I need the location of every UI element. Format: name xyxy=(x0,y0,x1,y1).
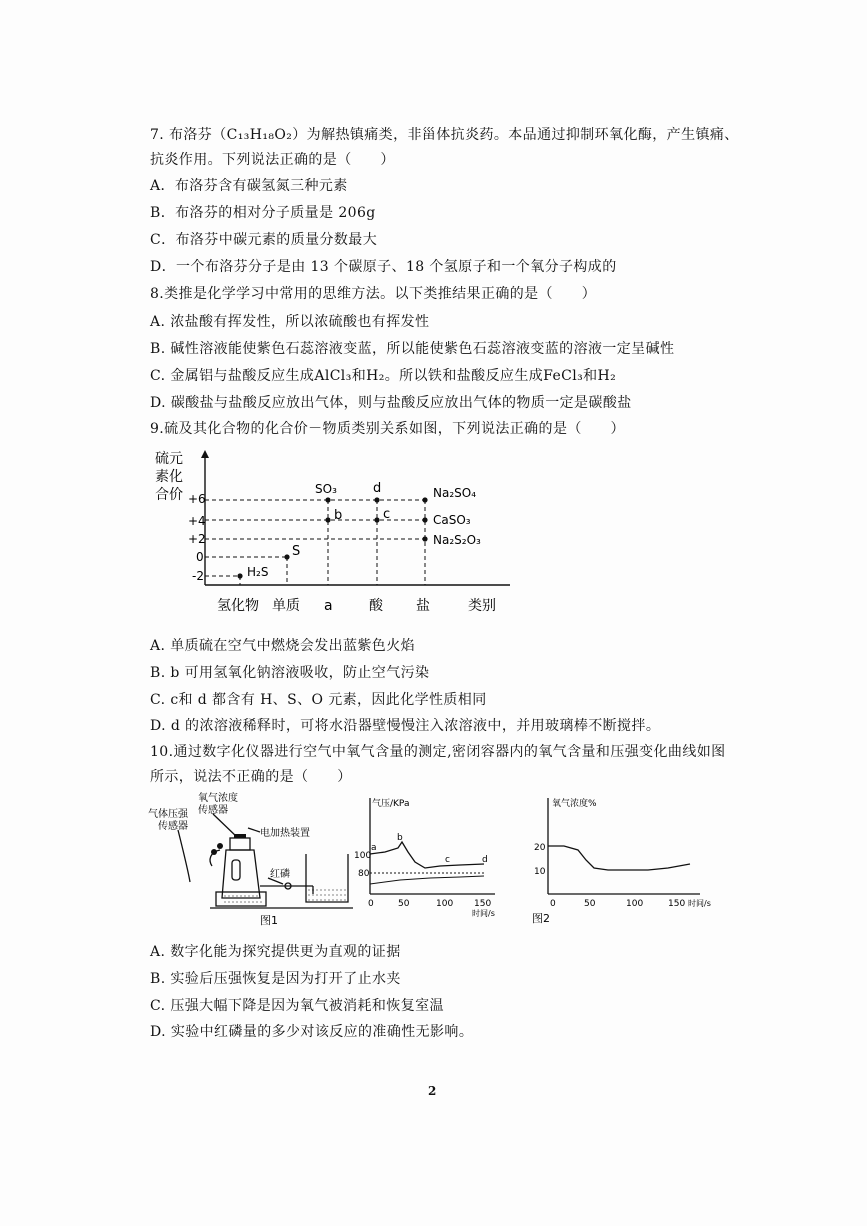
q10-stem-line2: 所示，说法不正确的是（ ） xyxy=(150,769,352,785)
oxygen-x-tick-0: 0 xyxy=(550,899,556,909)
point-c xyxy=(374,517,379,522)
pressure-point-b: b xyxy=(397,833,403,843)
point-h2s xyxy=(237,573,242,578)
page-number: 2 xyxy=(428,1084,437,1098)
q7-stem-line2: 抗炎作用。下列说法正确的是（ ） xyxy=(150,152,395,168)
x-cat-element: 单质 xyxy=(272,598,300,614)
oxygen-graph xyxy=(528,792,718,927)
x-cat-acid: 酸 xyxy=(369,598,383,614)
q9-stem: 9.硫及其化合物的化合价－物质类别关系如图，下列说法正确的是（ ） xyxy=(150,421,625,437)
y-tick-minus2: -2 xyxy=(192,569,204,583)
pressure-point-d: d xyxy=(482,855,488,865)
q9-option-a: A. 单质硫在空气中燃烧会发出蓝紫色火焰 xyxy=(150,638,416,654)
pressure-sensor-label: 气体压强 xyxy=(148,809,188,820)
pressure-x-tick-100: 100 xyxy=(436,899,454,909)
y-title-2: 素化 xyxy=(155,469,183,485)
oxygen-x-tick-50: 50 xyxy=(584,899,596,909)
point-caso3 xyxy=(422,517,427,522)
label-b: b xyxy=(334,508,343,523)
q8-option-d: D. 碳酸盐与盐酸反应放出气体，则与盐酸反应放出气体的物质一定是碳酸盐 xyxy=(150,395,632,411)
point-na2so4 xyxy=(422,497,427,502)
oxygen-x-tick-150: 150 xyxy=(668,899,686,909)
q9-option-d: D. d 的浓溶液稀释时，可将水沿器壁慢慢注入浓溶液中，并用玻璃棒不断搅拌。 xyxy=(150,718,661,734)
y-title-3: 合价 xyxy=(155,487,183,503)
label-c: c xyxy=(383,507,391,522)
pressure-ylabel: 气压/KPa xyxy=(372,799,410,809)
label-caso3: CaSO₃ xyxy=(433,513,471,527)
y-tick-zero: 0 xyxy=(196,550,204,564)
apparatus-figure xyxy=(148,790,358,930)
pressure-curve xyxy=(370,842,484,868)
heater-label: 电加热装置 xyxy=(260,828,310,839)
q8-option-b: B. 碱性溶液能使紫色石蕊溶液变蓝，所以能使紫色石蕊溶液变蓝的溶液一定呈碱性 xyxy=(150,341,675,357)
q10-option-b: B. 实验后压强恢复是因为打开了止水夹 xyxy=(150,971,401,987)
q7-stem-line1: 7. 布洛芬（C₁₃H₁₈O₂）为解热镇痛类，非甾体抗炎药。本品通过抑制环氧化酶，产生镇痛、 xyxy=(150,127,739,143)
point-so3 xyxy=(325,497,330,502)
q7-option-c: C．布洛芬中碳元素的质量分数最大 xyxy=(150,232,378,248)
fig2-caption: 图2 xyxy=(532,912,550,925)
q7-option-b: B．布洛芬的相对分子质量是 206g xyxy=(150,205,376,221)
q9-option-c: C. c和 d 都含有 H、S、O 元素，因此化学性质相同 xyxy=(150,692,487,708)
label-na2s2o3: Na₂S₂O₃ xyxy=(433,533,481,547)
oxygen-ylabel: 氧气浓度% xyxy=(552,799,597,809)
q8-stem: 8.类推是化学学习中常用的思维方法。以下类推结果正确的是（ ） xyxy=(150,286,597,302)
o2-sensor-label: 氧气浓度 xyxy=(198,793,238,804)
label-h2s: H₂S xyxy=(247,565,269,579)
oxygen-curve xyxy=(548,846,690,870)
x-cat-a: a xyxy=(324,598,333,614)
pressure-sensor-label-2: 传感器 xyxy=(158,821,188,832)
fig1-caption: 图1 xyxy=(260,914,278,927)
pressure-y-tick-100: 100 xyxy=(354,851,372,861)
label-s: S xyxy=(292,544,301,559)
q10-stem-line1: 10.通过数字化仪器进行空气中氧气含量的测定,密闭容器内的氧气含量和压强变化曲线如图 xyxy=(150,744,726,760)
point-na2s2o3 xyxy=(422,536,427,541)
q8-option-a: A. 浓盐酸有挥发性，所以浓硫酸也有挥发性 xyxy=(150,314,430,330)
label-so3: SO₃ xyxy=(315,482,337,496)
oxygen-x-tick-100: 100 xyxy=(626,899,644,909)
o2-sensor-label-2: 传感器 xyxy=(198,805,228,816)
q7-option-d: D．一个布洛芬分子是由 13 个碳原子、18 个氢原子和一个氧分子构成的 xyxy=(150,259,617,275)
pressure-y-tick-80: 80 xyxy=(358,869,370,879)
pressure-point-a: a xyxy=(371,843,377,853)
label-d: d xyxy=(373,481,382,496)
x-axis-title: 类别 xyxy=(468,598,496,614)
q10-option-c: C. 压强大幅下降是因为氧气被消耗和恢复室温 xyxy=(150,998,444,1014)
pressure-x-tick-0: 0 xyxy=(368,899,374,909)
q7-option-a: A．布洛芬含有碳氢氮三种元素 xyxy=(150,178,348,194)
q9-option-b: B. b 可用氢氧化钠溶液吸收，防止空气污染 xyxy=(150,665,430,681)
y-title-1: 硫元 xyxy=(155,451,183,467)
x-cat-salt: 盐 xyxy=(416,598,430,614)
q10-option-d: D. 实验中红磷量的多少对该反应的准确性无影响。 xyxy=(150,1024,474,1040)
oxygen-y-tick-10: 10 xyxy=(534,867,546,877)
point-s xyxy=(284,554,289,559)
red-phosphorus-label: 红磷 xyxy=(270,869,290,880)
y-tick-plus4: +4 xyxy=(188,514,206,528)
pressure-x-tick-150: 150 xyxy=(474,899,492,909)
q8-option-c: C. 金属铝与盐酸反应生成AlCl₃和H₂。所以铁和盐酸反应生成FeCl₃和H₂ xyxy=(150,368,617,384)
x-cat-hydride: 氢化物 xyxy=(217,598,259,614)
pressure-lower-curve xyxy=(370,876,484,884)
pressure-x-tick-50: 50 xyxy=(398,899,410,909)
label-na2so4: Na₂SO₄ xyxy=(433,486,477,500)
oxygen-y-tick-20: 20 xyxy=(534,843,546,853)
point-d xyxy=(374,497,379,502)
valence-category-diagram xyxy=(150,448,520,618)
point-b xyxy=(325,517,330,522)
pressure-xlabel: 时间/s xyxy=(472,909,495,918)
oxygen-xlabel: 时间/s xyxy=(688,899,711,908)
y-tick-plus6: +6 xyxy=(188,492,206,506)
y-tick-plus2: +2 xyxy=(188,532,206,546)
q10-option-a: A. 数字化能为探究提供更为直观的证据 xyxy=(150,944,401,960)
pressure-point-c: c xyxy=(445,855,450,865)
pressure-graph xyxy=(354,792,510,922)
